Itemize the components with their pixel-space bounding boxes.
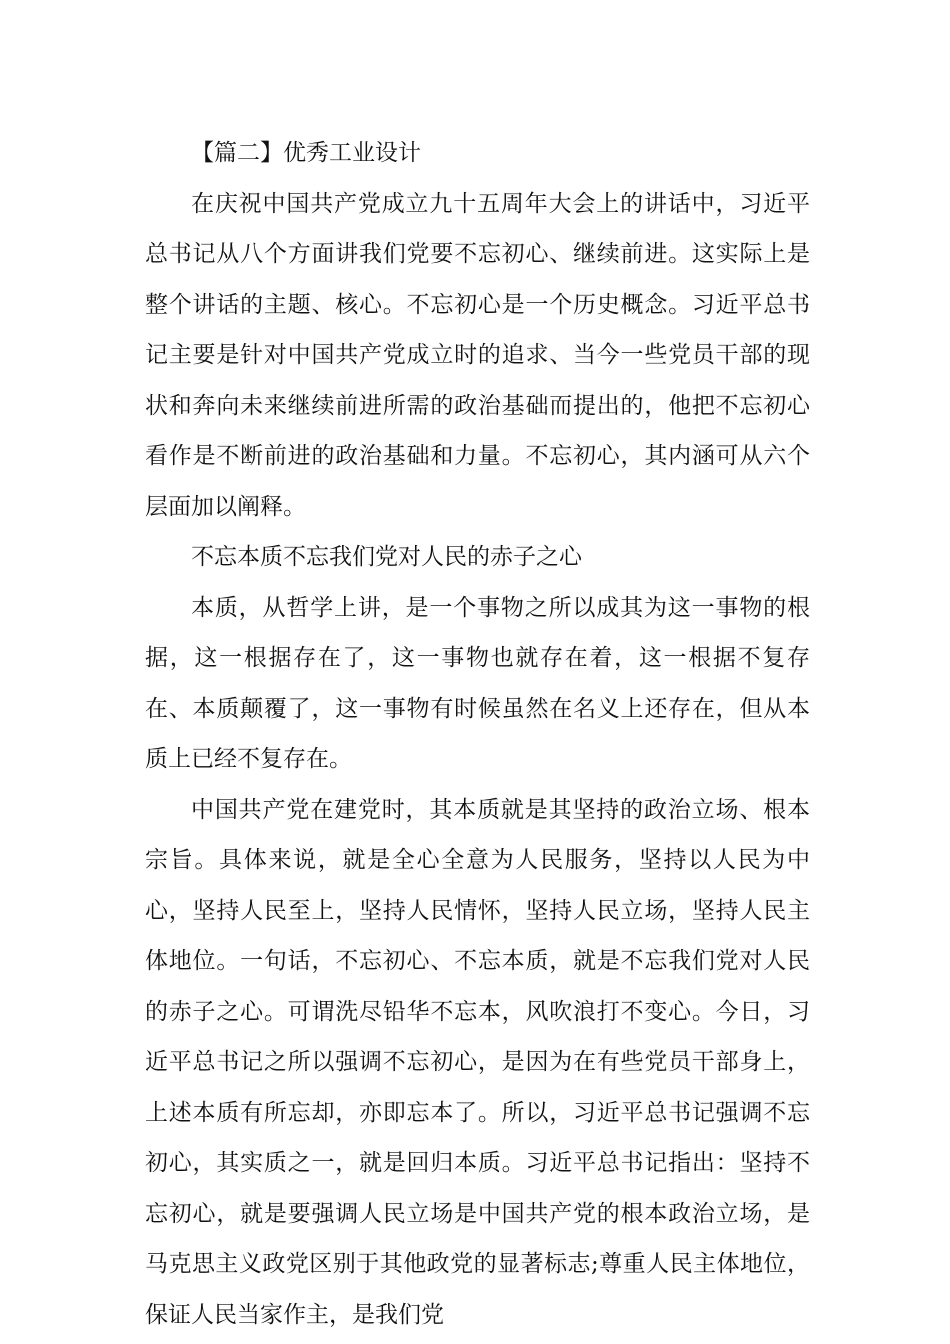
section-heading: 【篇二】优秀工业设计: [191, 140, 421, 166]
document-body: [145, 128, 810, 1340]
subheading: 不忘本质不忘我们党对人民的赤子之心: [191, 544, 582, 570]
paragraph-essence: 本质，从哲学上讲，是一个事物之所以成其为这一事物的根据，这一根据存在了，这一事物也就存在着，这一根据不复存在、本质颠覆了，这一事物有时候虽然在名义上还存在，但从本质上已经不复存在。: [145, 594, 810, 772]
paragraph-party-essence: 中国共产党在建党时，其本质就是其坚持的政治立场、根本宗旨。具体来说，就是全心全意为人民服务，坚持以人民为中心，坚持人民至上，坚持人民情怀，坚持人民立场，坚持人民主体地位。一句话，不忘初心、不忘本质，就是不忘我们党对人民的赤子之心。可谓洗尽铅华不忘本，风吹浪打不变心。今日，习近平总书记之所以强调不忘初心，是因为在有些党员干部身上，上述本质有所忘却，亦即忘本了。所以，习近平总书记强调不忘初心，其实质之一，就是回归本质。习近平总书记指出：坚持不忘初心，就是要强调人民立场是中国共产党的根本政治立场，是马克思主义政党区别于其他政党的显著标志;尊重人民主体地位，保证人民当家作主，是我们党: [145, 796, 810, 1328]
paragraph-intro: 在庆祝中国共产党成立九十五周年大会上的讲话中，习近平总书记从八个方面讲我们党要不忘初心、继续前进。这实际上是整个讲话的主题、核心。不忘初心是一个历史概念。习近平总书记主要是针对中国共产党成立时的追求、当今一些党员干部的现状和奔向未来继续前进所需的政治基础而提出的，他把不忘初心看作是不断前进的政治基础和力量。不忘初心，其内涵可从六个层面加以阐释。: [145, 190, 810, 520]
